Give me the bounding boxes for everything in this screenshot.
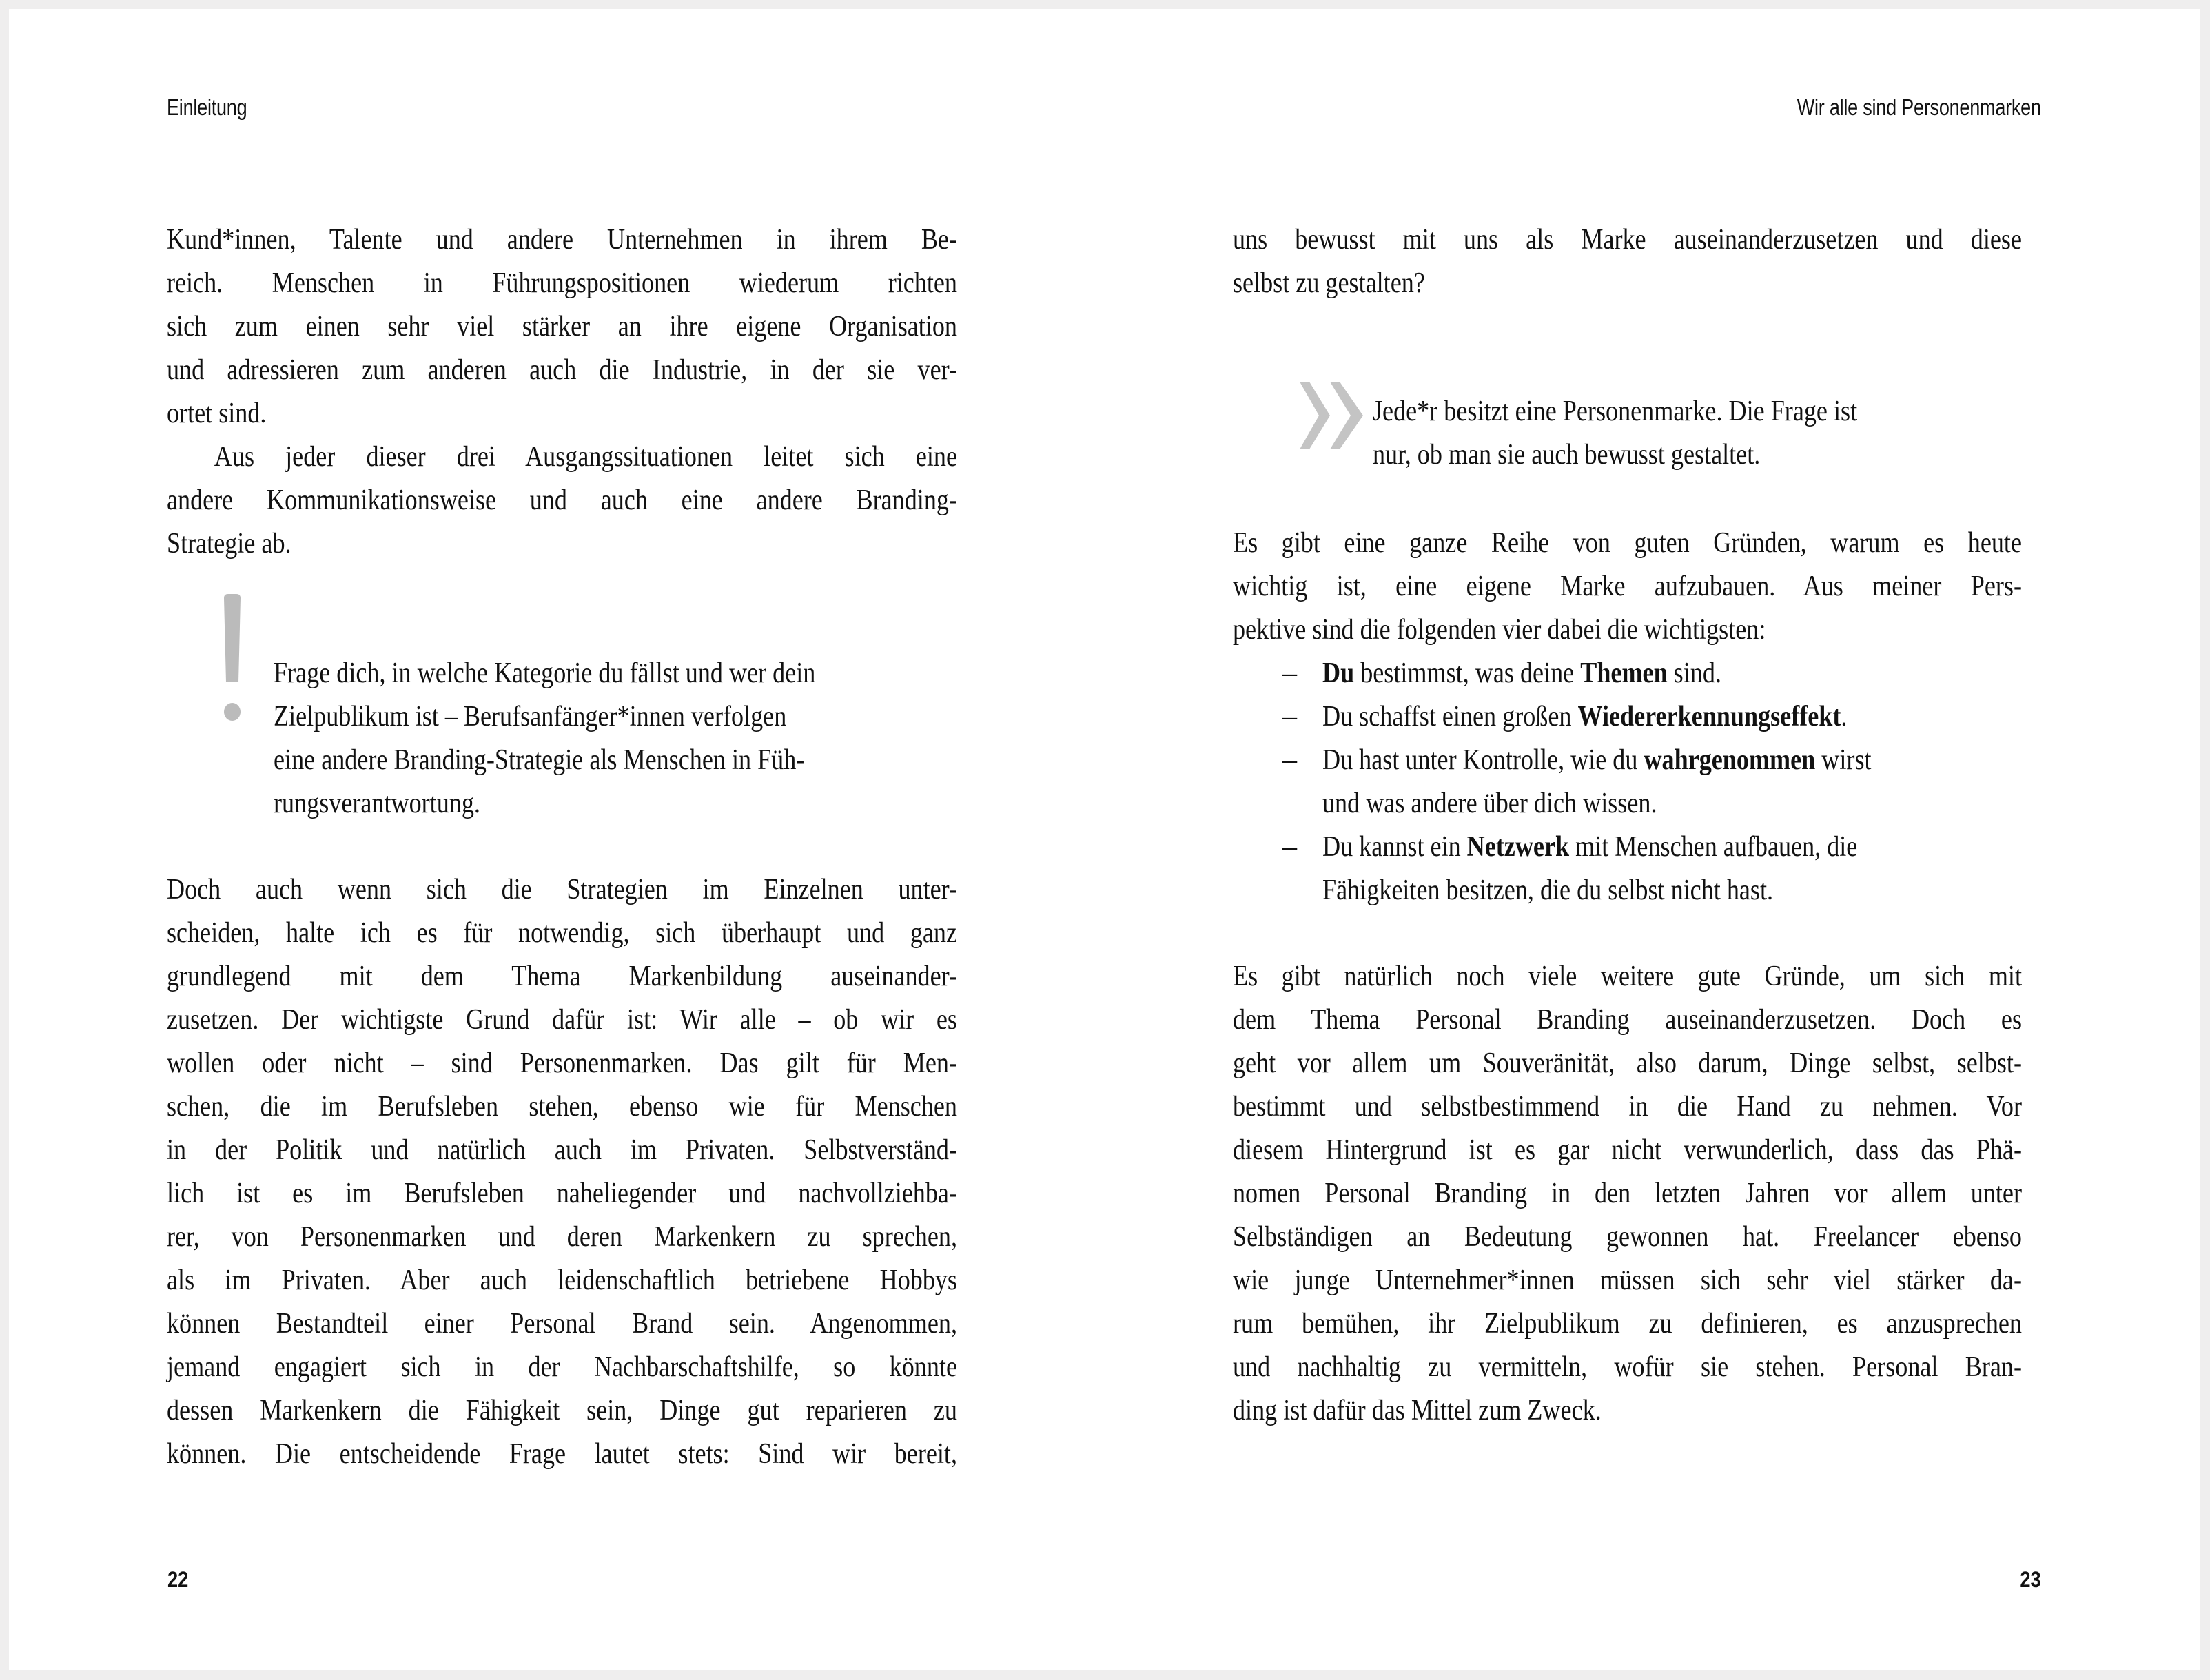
text-line: Frage dich, in welche Kategorie du fällst und wer dein xyxy=(274,657,816,689)
right-paragraph-3 xyxy=(1233,955,2022,1433)
text-line: dem Thema Personal Branding auseinanderzusetzen. Doch es xyxy=(1233,1004,2022,1036)
list-text: Du hast unter Kontrolle, wie du xyxy=(1322,744,1644,776)
text-line: lich ist es im Berufsleben naheliegender und nachvollziehba- xyxy=(167,1178,957,1209)
pull-quote-text xyxy=(1373,390,2027,477)
text-line: Es gibt natürlich noch viele weitere gute Gründe, um sich mit xyxy=(1233,961,2022,992)
list-text: sind. xyxy=(1667,657,1721,689)
left-paragraph-1 xyxy=(167,218,957,436)
text-line: können. Die entscheidende Frage lautet stets: Sind wir bereit, xyxy=(167,1438,957,1470)
list-item xyxy=(1233,652,2022,695)
right-paragraph-1 xyxy=(1233,218,2022,305)
text-line: nur, ob man sie auch bewusst gestaltet. xyxy=(1373,439,1761,471)
text-line: sich zum einen sehr viel stärker an ihre eigene Organisation xyxy=(167,311,957,342)
list-dash: – xyxy=(1282,701,1297,733)
list-text: Du schaffst einen großen xyxy=(1322,701,1578,733)
list-bold-text: Themen xyxy=(1580,657,1668,689)
list-text-continuation: und was andere über dich wissen. xyxy=(1322,788,1657,819)
text-line: scheiden, halte ich es für notwendig, sich überhaupt und ganz xyxy=(167,917,957,949)
text-line: nomen Personal Branding in den letzten Jahren vor allem unter xyxy=(1233,1178,2022,1209)
text-line: als im Privaten. Aber auch leidenschaftlich betriebene Hobbys xyxy=(167,1264,957,1296)
text-line: wie junge Unternehmer*innen müssen sich sehr viel stärker da- xyxy=(1233,1264,2022,1296)
text-line: wollen oder nicht – sind Personenmarken. Das gilt für Men- xyxy=(167,1047,957,1079)
text-line: wichtig ist, eine eigene Marke aufzubauen. Aus meiner Pers- xyxy=(1233,571,2022,602)
right-paragraph-2 xyxy=(1233,522,2022,652)
text-line: Zielpublikum ist – Berufsanfänger*innen verfolgen xyxy=(274,701,787,733)
page-number-left: 22 xyxy=(167,1567,189,1592)
text-line: können Bestandteil einer Personal Brand sein. Angenommen, xyxy=(167,1308,957,1340)
list-item xyxy=(1233,826,2022,912)
list-bold-text: Du xyxy=(1322,657,1355,689)
text-line: geht vor allem um Souveränität, also darum, Dinge selbst, selbst- xyxy=(1233,1047,2022,1079)
list-dash: – xyxy=(1282,657,1297,689)
text-line: andere Kommunikationsweise und auch eine andere Branding- xyxy=(167,484,957,516)
text-line: diesem Hintergrund ist es gar nicht verwunderlich, dass das Phä- xyxy=(1233,1134,2022,1166)
text-line: zusetzen. Der wichtigste Grund dafür ist: Wir alle – ob wir es xyxy=(167,1004,957,1036)
text-line: grundlegend mit dem Thema Markenbildung auseinander- xyxy=(167,961,957,992)
list-dash: – xyxy=(1282,831,1297,863)
list-text-continuation: Fähigkeiten besitzen, die du selbst nicht hast. xyxy=(1322,874,1774,906)
text-line: in der Politik und natürlich auch im Privaten. Selbstverständ- xyxy=(167,1134,957,1166)
text-line: und nachhaltig zu vermitteln, wofür sie stehen. Personal Bran- xyxy=(1233,1351,2022,1383)
list-text: bestimmst, was deine xyxy=(1354,657,1581,689)
text-line: rungsverantwortung. xyxy=(274,788,480,819)
list-item xyxy=(1233,695,2022,739)
text-line: und adressieren zum anderen auch die Industrie, in der sie ver- xyxy=(167,354,957,386)
list-text: mit Menschen aufbauen, die xyxy=(1569,831,1858,863)
text-line: reich. Menschen in Führungspositionen wiederum richten xyxy=(167,267,957,299)
text-line: eine andere Branding-Strategie als Menschen in Füh- xyxy=(274,744,805,776)
list-text: . xyxy=(1841,701,1848,733)
text-line: selbst zu gestalten? xyxy=(1233,267,1425,299)
left-paragraph-2 xyxy=(167,436,957,566)
list-bold-text: wahrgenommen xyxy=(1644,744,1816,776)
text-line: jemand engagiert sich in der Nachbarschaftshilfe, so könnte xyxy=(167,1351,957,1383)
text-line: Aus jeder dieser drei Ausgangssituationen leitet sich eine xyxy=(214,441,957,473)
double-chevron-quote-icon xyxy=(1300,382,1366,449)
reasons-list xyxy=(1233,652,2022,912)
callout-text xyxy=(274,652,963,826)
page-number-right: 23 xyxy=(2020,1567,2041,1592)
exclamation-icon xyxy=(222,594,243,725)
list-item xyxy=(1233,739,2022,826)
text-line: bestimmt und selbstbestimmend in die Hand zu nehmen. Vor xyxy=(1233,1091,2022,1123)
text-line: uns bewusst mit uns als Marke auseinanderzusetzen und diese xyxy=(1233,224,2022,256)
left-paragraph-3 xyxy=(167,868,957,1476)
list-text: wirst xyxy=(1815,744,1872,776)
text-line: Selbständigen an Bedeutung gewonnen hat. Freelancer ebenso xyxy=(1233,1221,2022,1253)
running-head-left: Einleitung xyxy=(167,94,247,120)
text-line: rum bemühen, ihr Zielpublikum zu definieren, es anzusprechen xyxy=(1233,1308,2022,1340)
running-head-right: Wir alle sind Personenmarken xyxy=(1797,94,2041,120)
text-line: dessen Markenkern die Fähigkeit sein, Dinge gut reparieren zu xyxy=(167,1395,957,1426)
list-dash: – xyxy=(1282,744,1297,776)
text-line: rer, von Personenmarken und deren Markenkern zu sprechen, xyxy=(167,1221,957,1253)
text-line: ding ist dafür das Mittel zum Zweck. xyxy=(1233,1395,1602,1426)
text-line: Kund*innen, Talente und andere Unternehmen in ihrem Be- xyxy=(167,224,957,256)
text-line: Jede*r besitzt eine Personenmarke. Die Frage ist xyxy=(1373,396,1858,427)
text-line: Es gibt eine ganze Reihe von guten Gründen, warum es heute xyxy=(1233,527,2022,559)
list-bold-text: Netzwerk xyxy=(1466,831,1570,863)
text-line: Strategie ab. xyxy=(167,528,291,560)
list-text: Du kannst ein xyxy=(1322,831,1467,863)
list-bold-text: Wiedererkennungseffekt xyxy=(1577,701,1841,733)
text-line: pektive sind die folgenden vier dabei die wichtigsten: xyxy=(1233,614,1766,646)
text-line: ortet sind. xyxy=(167,398,267,429)
text-line: schen, die im Berufsleben stehen, ebenso wie für Menschen xyxy=(167,1091,957,1123)
text-line: Doch auch wenn sich die Strategien im Einzelnen unter- xyxy=(167,874,957,905)
